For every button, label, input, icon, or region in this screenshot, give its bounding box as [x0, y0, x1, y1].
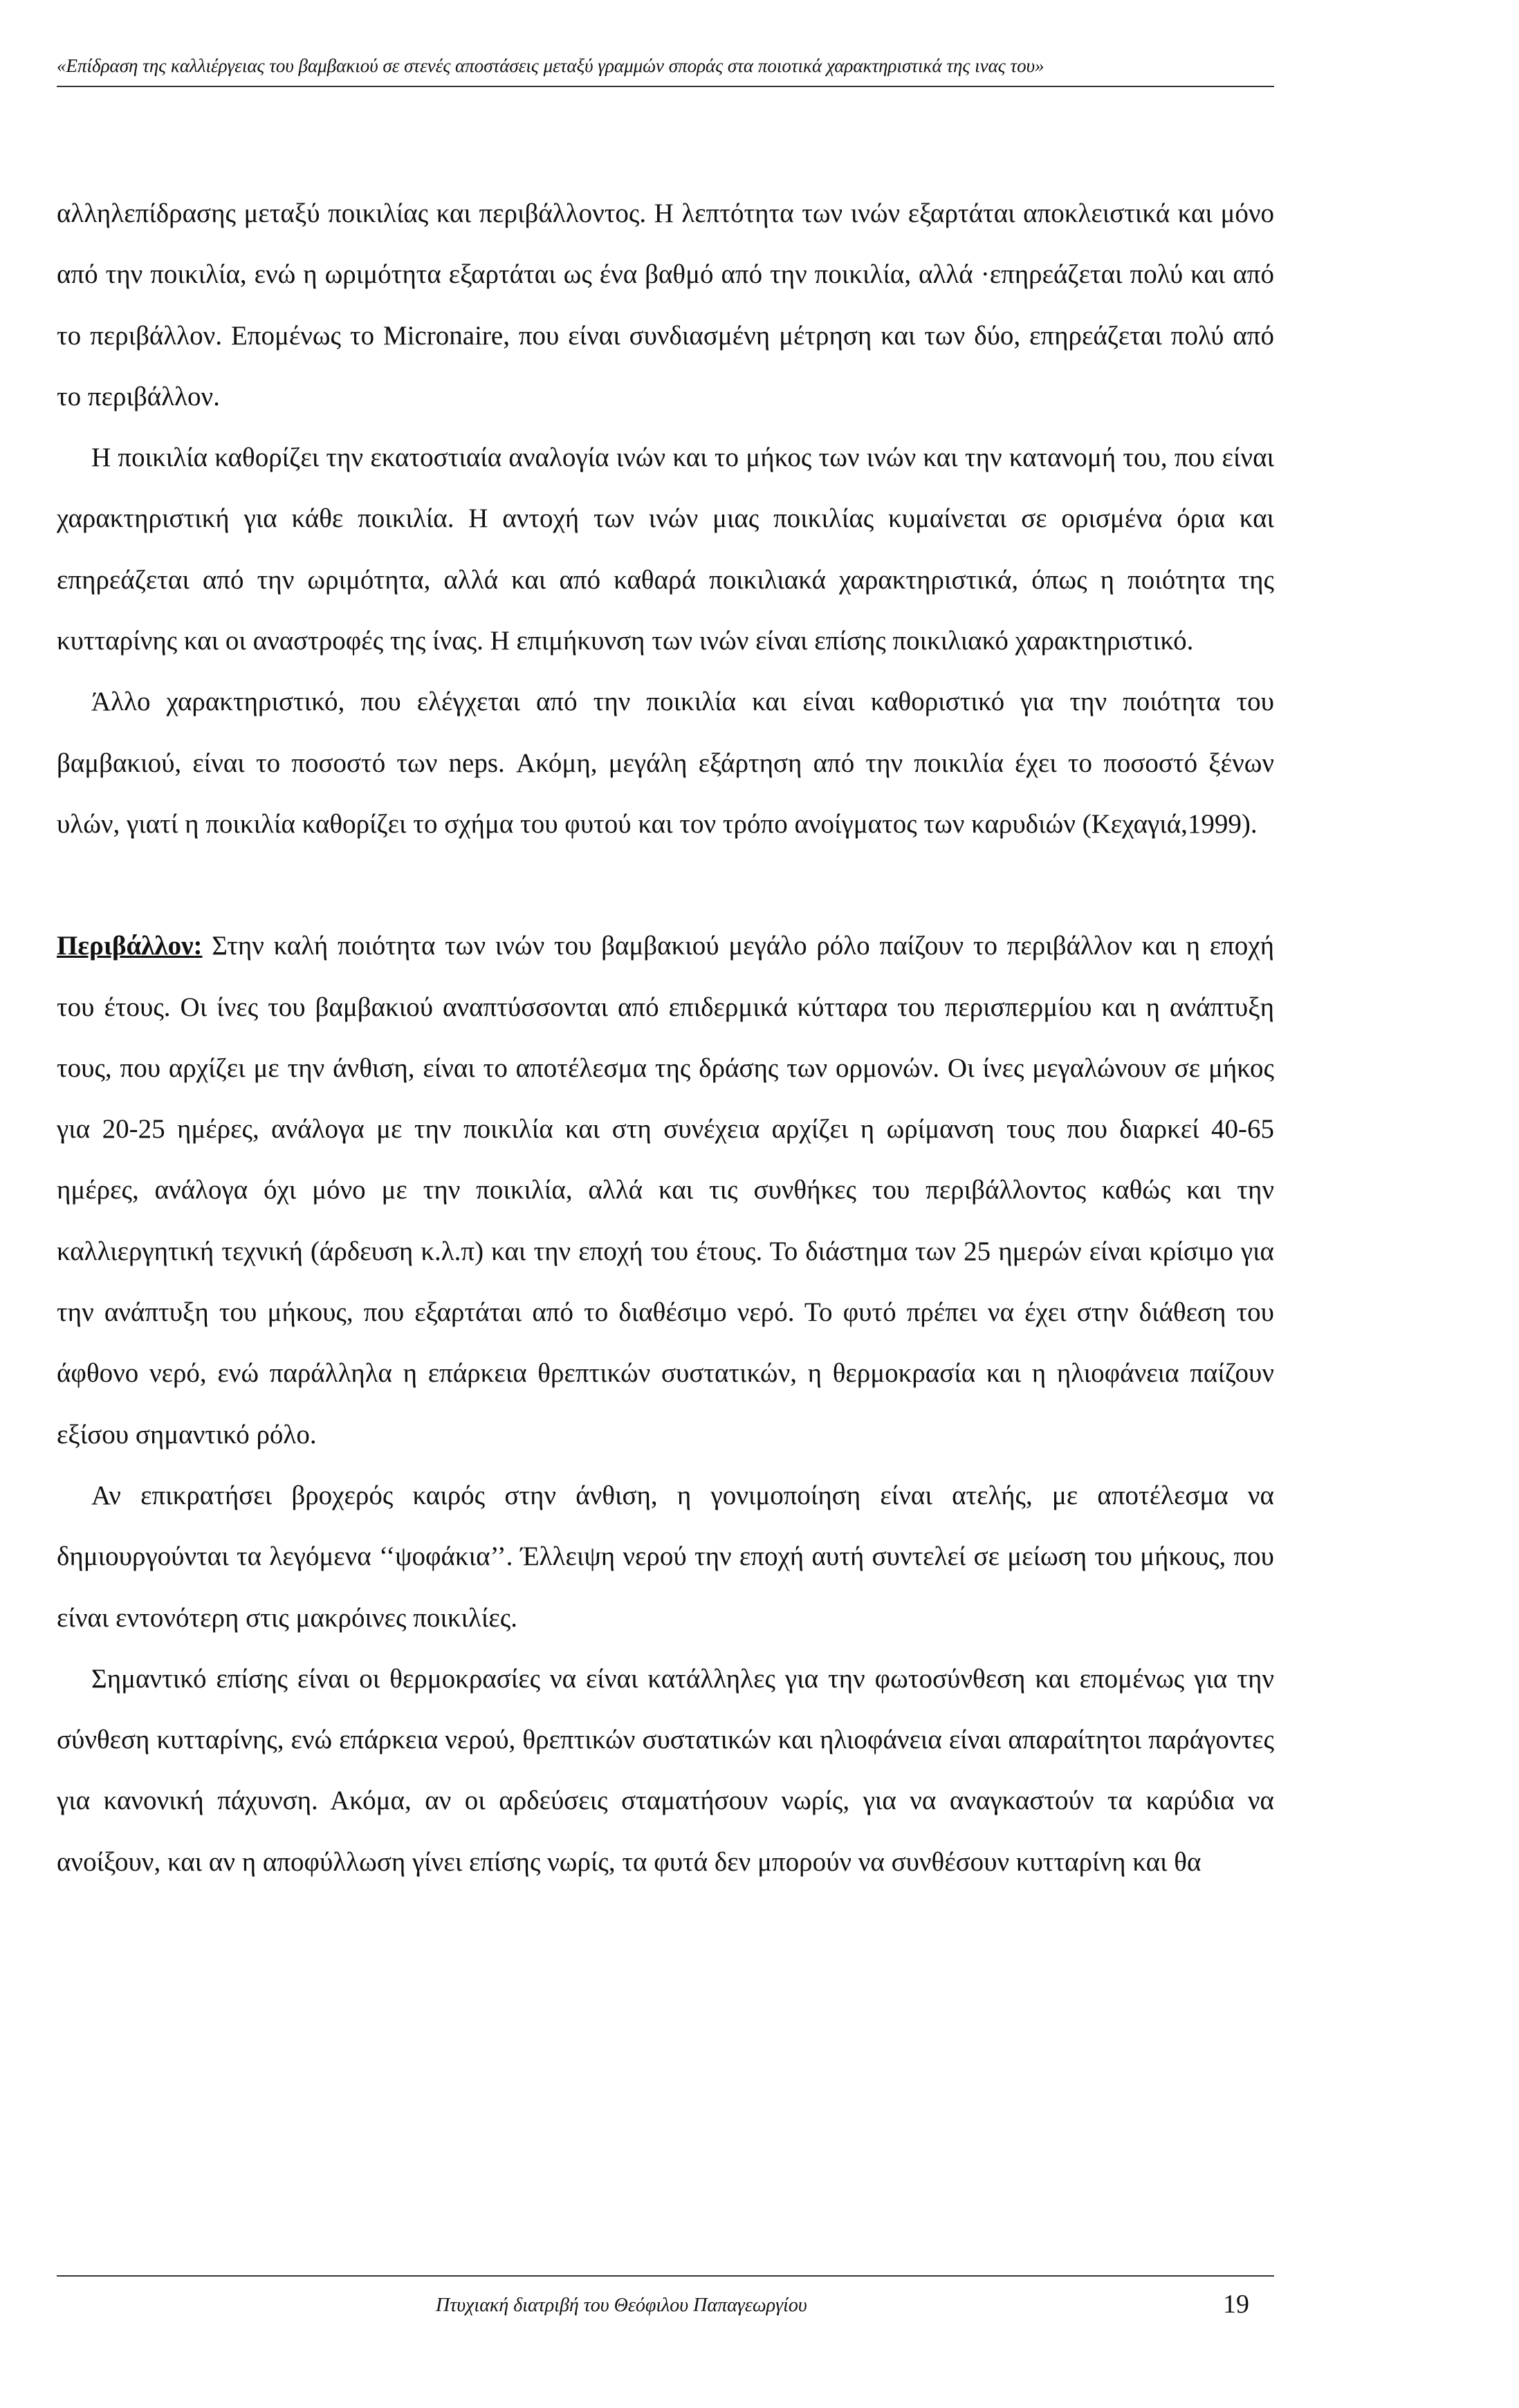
- paragraph-1: αλληλεπίδρασης μεταξύ ποικιλίας και περιβάλλοντος. Η λεπτότητα των ινών εξαρτάται αποκλειστικά και μόνο από την ποικιλία, ενώ η ωριμότητα εξαρτάται ως ένα βαθμό από την ποικιλία, αλλά ·επηρεάζεται πολύ και από το περιβάλλον. Επομένως το Micronaire, που είναι συνδιασμένη μέτρηση και των δύο, επηρεάζεται πολύ από το περιβάλλον.: [57, 198, 1274, 411]
- body-text: [57, 183, 1274, 1893]
- paragraph-environment-text: Στην καλή ποιότητα των ινών του βαμβακιού μεγάλο ρόλο παίζουν το περιβάλλον και η εποχή του έτους. Οι ίνες του βαμβακιού αναπτύσσονται από επιδερμικά κύτταρα του περισπερμίου και η ανάπτυξη τους, που αρχίζει με την άνθιση, είναι το αποτέλεσμα της δράσης των ορμονών. Οι ίνες μεγαλώνουν σε μήκος για 20-25 ημέρες, ανάλογα με την ποικιλία και στη συνέχεια αρχίζει η ωρίμανση τους που διαρκεί 40-65 ημέρες, ανάλογα όχι μόνο με την ποικιλία, αλλά και τις συνθήκες του περιβάλλοντος καθώς και την καλλιεργητική τεχνική (άρδευση κ.λ.π) και την εποχή του έτους. Το διάστημα των 25 ημερών είναι κρίσιμο για την ανάπτυξη του μήκους, που εξαρτάται από το διαθέσιμο νερό. Το φυτό πρέπει να έχει στην διάθεση του άφθονο νερό, ενώ παράλληλα η επάρκεια θρεπτικών συστατικών, η θερμοκρασία και η ηλιοφάνεια παίζουν εξίσου σημαντικό ρόλο.: [57, 931, 1274, 1450]
- running-header: «Επίδραση της καλλιέργειας του βαμβακιού σε στενές αποστάσεις μεταξύ γραμμών σποράς στα ποιοτικά χαρακτηριστικά της ινας του»: [57, 55, 1044, 76]
- section-heading-environment: Περιβάλλον:: [57, 931, 203, 961]
- paragraph-6: Σημαντικό επίσης είναι οι θερμοκρασίες να είναι κατάλληλες για την φωτοσύνθεση και επομένως για την σύνθεση κυτταρίνης, ενώ επάρκεια νερού, θρεπτικών συστατικών και ηλιοφάνεια είναι απαραίτητοι παράγοντες για κανονική πάχυνση. Ακόμα, αν οι αρδεύσεις σταματήσουν νωρίς, για να αναγκαστούν τα καρύδια να ανοίξουν, και αν η αποφύλλωση γίνει επίσης νωρίς, τα φυτά δεν μπορούν να συνθέσουν κυτταρίνη και θα: [57, 1663, 1274, 1877]
- footer-author: Πτυχιακή διατριβή του Θεόφιλου Παπαγεωργίου: [436, 2295, 807, 2316]
- paragraph-5: Αν επικρατήσει βροχερός καιρός στην άνθιση, η γονιμοποίηση είναι ατελής, με αποτέλεσμα να δημιουργούνται τα λεγόμενα ‘‘ψοφάκια’’. Έλλειψη νερού την εποχή αυτή συντελεί σε μείωση του μήκους, που είναι εντονότερη στις μακρόινες ποικιλίες.: [57, 1480, 1274, 1633]
- paragraph-3: Άλλο χαρακτηριστικό, που ελέγχεται από την ποικιλία και είναι καθοριστικό για την ποιότητα του βαμβακιού, είναι το ποσοστό των neps. Ακόμη, μεγάλη εξάρτηση από την ποικιλία έχει το ποσοστό ξένων υλών, γιατί η ποικιλία καθορίζει το σχήμα του φυτού και τον τρόπο ανοίγματος των καρυδιών (Κεχαγιά,1999).: [57, 687, 1274, 839]
- header-rule: [57, 86, 1274, 87]
- footer-rule: [57, 2275, 1274, 2277]
- paragraph-environment: [57, 916, 1274, 1465]
- paragraph-2: Η ποικιλία καθορίζει την εκατοστιαία αναλογία ινών και το μήκος των ινών και την κατανομή του, που είναι χαρακτηριστική για κάθε ποικιλία. Η αντοχή των ινών μιας ποικιλίας κυμαίνεται σε ορισμένα όρια και επηρεάζεται από την ωριμότητα, αλλά και από καθαρά ποικιλιακά χαρακτηριστικά, όπως η ποιότητα της κυτταρίνης και οι αναστροφές της ίνας. Η επιμήκυνση των ινών είναι επίσης ποικιλιακό χαρακτηριστικό.: [57, 443, 1274, 656]
- page-number: 19: [1223, 2290, 1249, 2319]
